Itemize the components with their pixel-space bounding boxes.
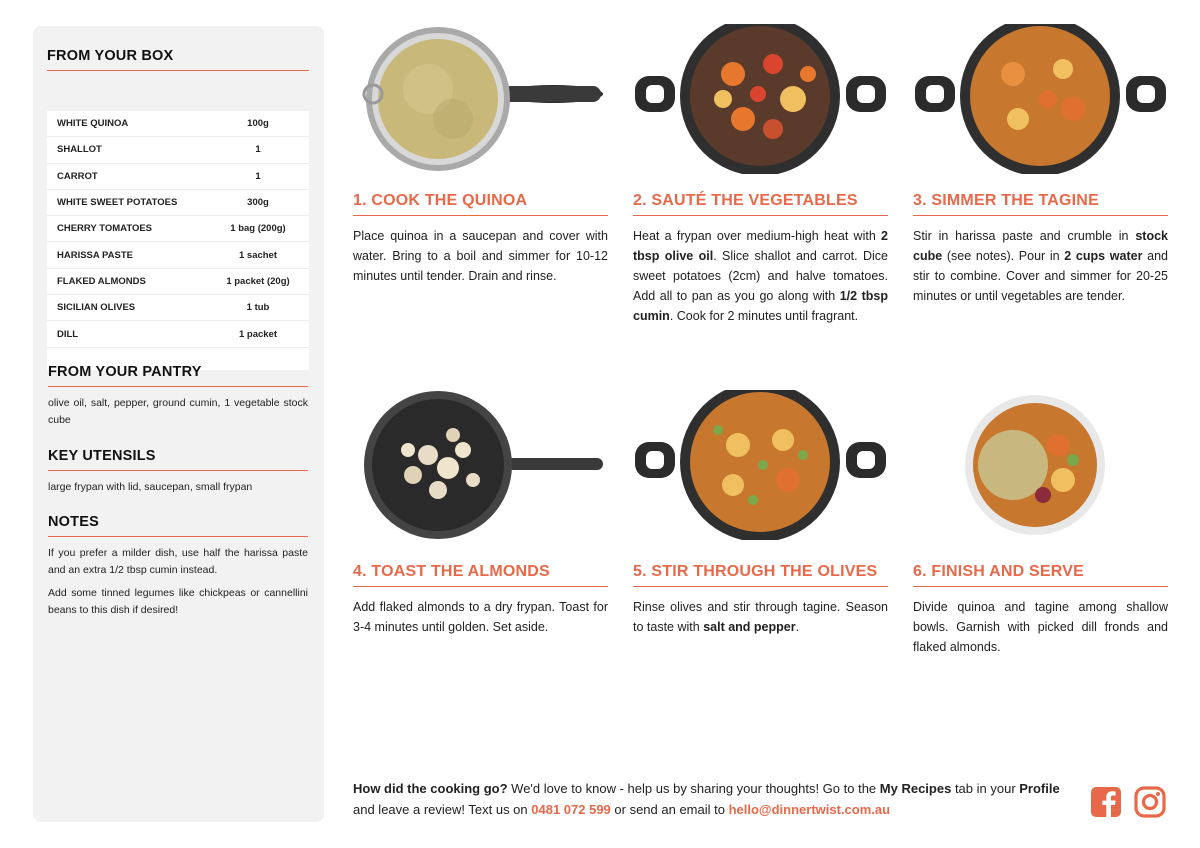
step-text: Divide quinoa and tagine among shallow bowls. Garnish with picked dill fronds and flaked almonds. (913, 600, 1168, 654)
vegetables-frypan-image (633, 24, 888, 174)
step-6 (913, 390, 1168, 657)
step-text: Stir in harissa paste and crumble in stock cube (see notes). Pour in 2 cups water and stir to combine. Cover and simmer for 20-25 minutes or until vegetables are tender. (913, 229, 1168, 303)
ingredient-qty: 1 tub (246, 302, 270, 314)
step-title: 1. COOK THE QUINOA (353, 192, 528, 209)
utensils-title: KEY UTENSILS (48, 448, 156, 464)
ingredient-name: WHITE QUINOA (57, 118, 129, 130)
step-3 (913, 24, 1168, 306)
ingredient-name: SHALLOT (57, 144, 102, 156)
divider (633, 215, 888, 216)
profile-label: Profile (1019, 781, 1060, 796)
utensils-text: large frypan with lid, saucepan, small frypan (48, 481, 253, 493)
pantry-text: olive oil, salt, pepper, ground cumin, 1 vegetable stock cube (48, 397, 308, 426)
ingredient-row (47, 269, 309, 295)
ingredient-qty: 1 sachet (238, 249, 278, 261)
step-title: 3. SIMMER THE TAGINE (913, 192, 1099, 209)
ingredient-row (47, 190, 309, 216)
ingredient-row (47, 216, 309, 242)
feedback-footer: How did the cooking go? We'd love to know - help us by sharing your thoughts! Go to the My Recipes tab in your Profile and leave a review! Text us on 0481 072 599 or send an email to hello@dinnertwist.com.au (353, 781, 1060, 817)
my-recipes-label: My Recipes (879, 781, 952, 796)
step-title: 6. FINISH AND SERVE (913, 563, 1084, 580)
facebook-icon[interactable] (1090, 786, 1122, 818)
ingredient-name: CHERRY TOMATOES (57, 223, 153, 235)
pantry-section (48, 364, 308, 429)
ingredient-row (47, 242, 309, 268)
ingredient-row (47, 295, 309, 321)
notes-title: NOTES (48, 514, 99, 530)
tagine-olives-image (633, 390, 888, 540)
step-text: Add flaked almonds to a dry frypan. Toast for 3-4 minutes until golden. Set aside. (353, 600, 608, 634)
divider (353, 215, 608, 216)
from-your-box-section (47, 48, 309, 71)
divider (913, 586, 1168, 587)
divider (48, 536, 308, 537)
served-bowl-image (913, 390, 1168, 540)
ingredient-qty: 1 packet (238, 328, 278, 340)
step-2 (633, 24, 888, 326)
utensils-section (48, 448, 308, 496)
ingredient-qty: 1 (255, 144, 261, 156)
ingredient-row (47, 321, 309, 347)
ingredient-name: HARISSA PASTE (57, 249, 134, 261)
note-text: If you prefer a milder dish, use half the harissa paste and an extra 1/2 tbsp cumin instead. (48, 547, 308, 576)
step-text: Place quinoa in a saucepan and cover with water. Bring to a boil and simmer for 10-12 minutes until tender. Drain and rinse. (353, 229, 608, 283)
pantry-title: FROM YOUR PANTRY (48, 364, 202, 380)
phone-link[interactable]: 0481 072 599 (531, 802, 611, 817)
step-1 (353, 24, 608, 286)
ingredient-name: WHITE SWEET POTATOES (57, 197, 178, 209)
divider (633, 586, 888, 587)
step-text: Rinse olives and stir through tagine. Season to taste with salt and pepper. (633, 600, 888, 634)
instagram-icon[interactable] (1134, 786, 1166, 818)
quinoa-saucepan-image (353, 24, 608, 174)
ingredient-row (47, 137, 309, 163)
ingredient-qty: 100g (247, 118, 269, 130)
ingredient-row (47, 164, 309, 190)
ingredient-qty: 300g (247, 197, 269, 209)
ingredient-qty: 1 bag (200g) (230, 223, 286, 235)
email-link[interactable]: hello@dinnertwist.com.au (728, 802, 891, 817)
from-your-box-title: FROM YOUR BOX (47, 48, 174, 64)
ingredient-qty: 1 (255, 170, 261, 182)
step-text: Heat a frypan over medium-high heat with 2 tbsp olive oil. Slice shallot and carrot. Dice sweet potatoes (2cm) and halve tomatoes. Add all to pan as you go along with 1/2 tbsp cumin. Cook for 2 minutes until fragrant. (633, 229, 888, 323)
step-4 (353, 390, 608, 637)
ingredients-table (47, 111, 309, 370)
divider (48, 386, 308, 387)
ingredient-row (47, 111, 309, 137)
divider (913, 215, 1168, 216)
ingredient-name: FLAKED ALMONDS (57, 275, 146, 287)
footer-question: How did the cooking go? (353, 781, 508, 796)
ingredients-sidebar (33, 26, 324, 822)
almonds-frypan-image (353, 390, 608, 540)
ingredient-name: CARROT (57, 170, 98, 182)
tagine-simmer-image (913, 24, 1168, 174)
note-text: Add some tinned legumes like chickpeas or cannellini beans to this dish if desired! (48, 587, 308, 616)
divider (353, 586, 608, 587)
step-title: 2. SAUTÉ THE VEGETABLES (633, 192, 858, 209)
step-title: 5. STIR THROUGH THE OLIVES (633, 563, 878, 580)
ingredient-name: DILL (57, 328, 79, 340)
divider (47, 70, 309, 71)
divider (48, 470, 308, 471)
ingredient-qty: 1 packet (20g) (226, 275, 290, 287)
step-title: 4. TOAST THE ALMONDS (353, 563, 550, 580)
notes-section (48, 514, 308, 619)
step-5 (633, 390, 888, 637)
ingredient-name: SICILIAN OLIVES (57, 302, 136, 314)
